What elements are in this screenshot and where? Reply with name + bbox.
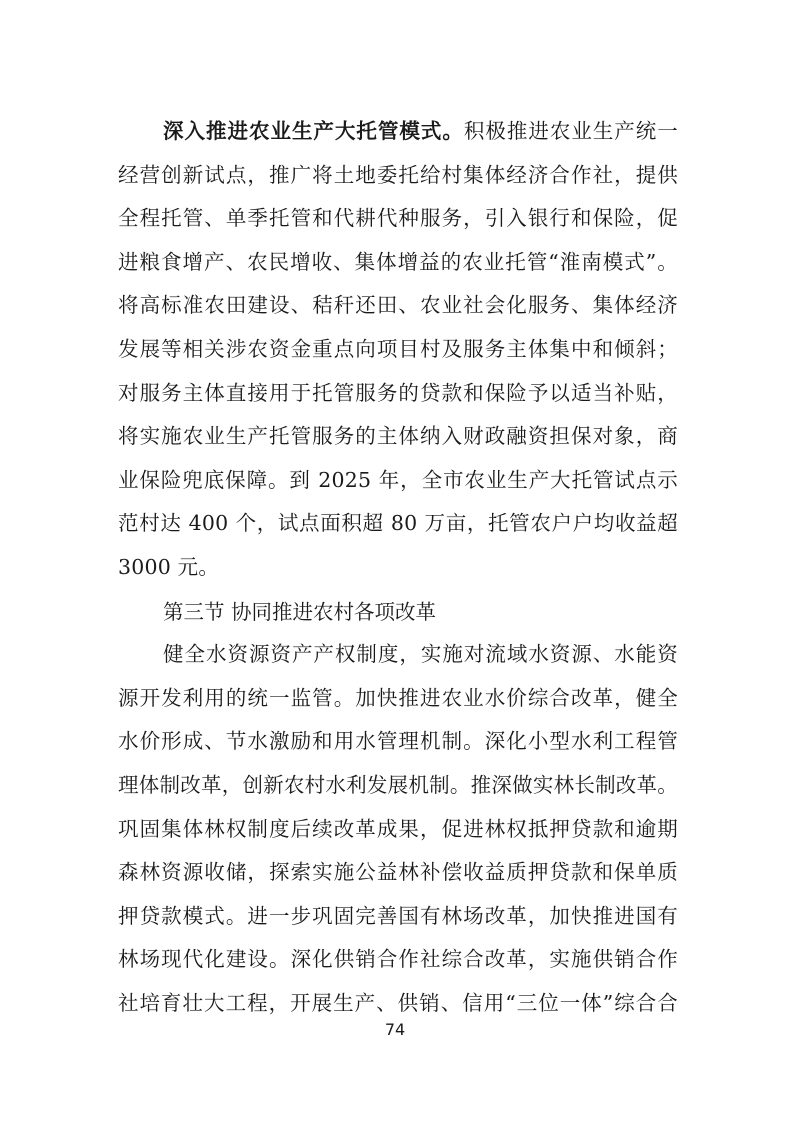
paragraph-line: 源开发利用的统一监管。加快推进农业水价综合改革，健全 [118,686,678,710]
paragraph-line: 经营创新试点，推广将土地委托给村集体经济合作社，提供 [118,163,678,187]
paragraph-line: 全程托管、单季托管和代耕代种服务，引入银行和保险，促 [118,206,678,230]
lead-rest-text: 积极推进农业生产统一 [463,119,678,143]
paragraph-line: 业保险兜底保障。到 2025 年，全市农业生产大托管试点示 [118,468,678,492]
paragraph-line: 进粮食增产、农民增收、集体增益的农业托管“淮南模式”。 [118,250,678,274]
paragraph-line: 发展等相关涉农资金重点向项目村及服务主体集中和倾斜； [118,337,678,361]
paragraph-line: 林场现代化建设。深化供销合作社综合改革，实施供销合作 [118,947,678,971]
paragraph-line: 3000 元。 [118,555,220,579]
paragraph-line: 水价形成、节水激励和用水管理机制。深化小型水利工程管 [118,729,678,753]
paragraph-line [163,118,678,144]
paragraph-line: 森林资源收储，探索实施公益林补偿收益质押贷款和保单质 [118,860,678,884]
paragraph-line: 范村达 400 个，试点面积超 80 万亩，托管农户户均收益超 [118,511,678,535]
paragraph-line: 押贷款模式。进一步巩固完善国有林场改革，加快推进国有 [118,904,678,928]
paragraph-line: 巩固集体林权制度后续改革成果，促进林权抵押贷款和逾期 [118,817,678,841]
paragraph-line: 对服务主体直接用于托管服务的贷款和保险予以适当补贴， [118,381,678,405]
paragraph-line: 社培育壮大工程，开展生产、供销、信用“三位一体”综合合 [118,991,678,1015]
paragraph-line: 理体制改革，创新农村水利发展机制。推深做实林长制改革。 [118,773,678,797]
paragraph-line: 将实施农业生产托管服务的主体纳入财政融资担保对象，商 [118,424,678,448]
page-number: 74 [384,1020,406,1039]
paragraph-line: 将高标准农田建设、秸秆还田、农业社会化服务、集体经济 [118,293,678,317]
paragraph-line: 健全水资源资产产权制度，实施对流域水资源、水能资 [163,642,678,666]
bold-lead-text: 深入推进农业生产大托管模式。 [163,119,464,143]
section-heading: 第三节 协同推进农村各项改革 [163,600,437,624]
